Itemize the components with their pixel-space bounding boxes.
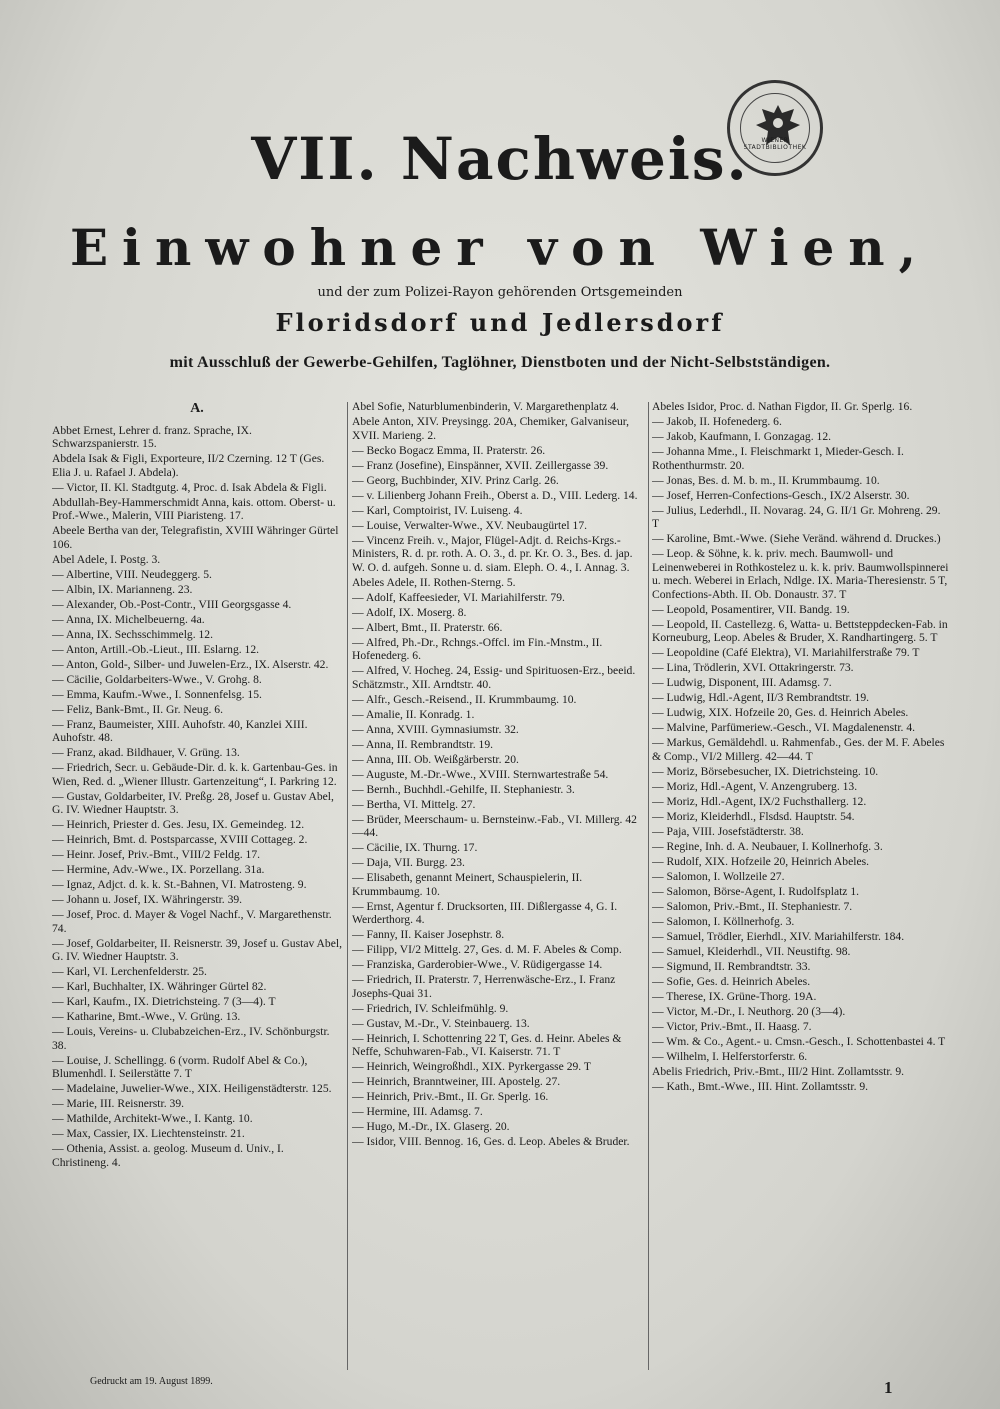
- directory-entry: — Ernst, Agentur f. Drucksorten, III. Dißlergasse 4, G. I. Werderthorg. 4.: [352, 899, 618, 926]
- column-3: [652, 400, 950, 1375]
- directory-entry: — Anna, IX. Michelbeuerng. 4a.: [52, 612, 205, 626]
- directory-entry: — Katharine, Bmt.-Wwe., V. Grüng. 13.: [52, 1010, 241, 1023]
- directory-entry: — Franziska, Garderobier-Wwe., V. Rüdigergasse 14.: [352, 958, 603, 971]
- directory-entry: — Adolf, Kaffeesieder, VI. Mariahilferstr. 79.: [352, 590, 565, 604]
- directory-entry: — Hermine, III. Adamsg. 7.: [352, 1105, 483, 1118]
- directory-entry: — Auguste, M.-Dr.-Wwe., XVIII. Sternwartestraße 54.: [352, 767, 609, 781]
- stamp-text: WIENER STADTBIBLIOTHEK: [743, 137, 807, 151]
- directory-entry: — Alfred, V. Hocheg. 24, Essig- und Spirituosen-Erz., beeid. Schätzmstr., XII. Arndtstr. 40.: [352, 664, 636, 691]
- directory-entry: — Jakob, Kaufmann, I. Gonzagag. 12.: [652, 430, 832, 443]
- directory-entry: — Lina, Trödlerin, XVI. Ottakringerstr. 73.: [652, 661, 854, 674]
- directory-entry: — Paja, VIII. Josefstädterstr. 38.: [652, 824, 804, 838]
- directory-entry: — Louis, Vereins- u. Clubabzeichen-Erz., IV. Schönburgstr. 38.: [52, 1025, 330, 1052]
- directory-entry: — Ludwig, Hdl.-Agent, II/3 Rembrandtstr. 19.: [652, 691, 870, 704]
- directory-entry: — Therese, IX. Grüne-Thorg. 19A.: [652, 989, 817, 1003]
- directory-entry: — Julius, Lederhdl., II. Novarag. 24, G. II/1 Gr. Mohreng. 29. T: [652, 503, 941, 530]
- directory-entry: — Anton, Artill.-Ob.-Lieut., III. Eslarng. 12.: [52, 642, 260, 656]
- directory-entry: Abele Anton, XIV. Preysingg. 20A, Chemiker, Galvaniseur, XVII. Marieng. 2.: [352, 415, 630, 442]
- directory-entry: — Karl, Kaufm., IX. Dietrichsteing. 7 (3—4). T: [52, 995, 276, 1008]
- column-divider: [347, 402, 348, 1370]
- column-2: [352, 400, 646, 1375]
- header-line-3: mit Ausschluß der Gewerbe-Gehilfen, Taglöhner, Dienstboten und der Nicht-Selbstständigen.: [169, 354, 831, 371]
- directory-entry: — Heinrich, Priv.-Bmt., II. Gr. Sperlg. 16.: [352, 1090, 549, 1103]
- directory-entry: — Jonas, Bes. d. M. b. m., II. Krummbaumg. 10.: [652, 473, 880, 487]
- page-number: 1: [884, 1378, 893, 1397]
- directory-entry: — Ludwig, Disponent, III. Adamsg. 7.: [652, 676, 832, 689]
- directory-entry: — Bernh., Buchhdl.-Gehilfe, II. Stephaniestr. 3.: [352, 782, 575, 796]
- directory-entry: — Markus, Gemäldehdl. u. Rahmenfab., Ges. der M. F. Abeles & Comp., VI/2 Millerg. 42—44. T: [652, 736, 945, 763]
- directory-entry: Abeles Adele, II. Rothen-Sterng. 5.: [352, 575, 516, 589]
- directory-entry: — Gustav, Goldarbeiter, IV. Preßg. 28, Josef u. Gustav Abel, G. IV. Wiedner Hauptstr. 3.: [52, 789, 334, 816]
- directory-entry: — v. Lilienberg Johann Freih., Oberst a. D., VIII. Lederg. 14.: [352, 488, 638, 502]
- directory-entry: — Albertine, VIII. Neudeggerg. 5.: [52, 567, 212, 581]
- directory-entry: — Karl, VI. Lerchenfelderstr. 25.: [52, 965, 207, 978]
- page-subtitle: Einwohner von Wien,: [69, 218, 931, 277]
- directory-entry: — Jakob, II. Hofenederg. 6.: [652, 415, 782, 428]
- directory-entry: Abeles Isidor, Proc. d. Nathan Figdor, II. Gr. Sperlg. 16.: [652, 400, 913, 413]
- directory-entry: — Salomon, I. Köllnerhofg. 3.: [652, 914, 795, 928]
- directory-entry: — Moriz, Börsebesucher, IX. Dietrichsteing. 10.: [652, 764, 879, 778]
- directory-entry: — Georg, Buchbinder, XIV. Prinz Carlg. 26.: [352, 473, 559, 487]
- directory-entry: — Albert, Bmt., II. Praterstr. 66.: [352, 620, 503, 634]
- entry-list: [352, 400, 646, 1149]
- directory-entry: — Louise, J. Schellingg. 6 (vorm. Rudolf Abel & Co.), Blumenhdl. I. Seilerstätte 7. T: [52, 1053, 308, 1080]
- directory-entry: — Albin, IX. Marianneng. 23.: [52, 582, 193, 596]
- directory-entry: — Heinrich, Priester d. Ges. Jesu, IX. Gemeindeg. 12.: [52, 818, 305, 831]
- directory-entry: — Salomon, Priv.-Bmt., II. Stephaniestr. 7.: [652, 899, 853, 913]
- directory-entry: — Leopold, Posamentirer, VII. Bandg. 19.: [652, 602, 850, 616]
- directory-entry: — Hermine, Adv.-Wwe., IX. Porzellang. 31a.: [52, 863, 265, 876]
- directory-entry: — Amalie, II. Konradg. 1.: [352, 707, 475, 721]
- directory-entry: — Leopold, II. Castellezg. 6, Watta- u. Bettsteppdecken-Fab. in Korneuburg, Leop. Abeles & Bruder, X. Randhartingerg. 5. T: [652, 617, 948, 644]
- directory-entry: Abel Adele, I. Postg. 3.: [52, 552, 161, 566]
- directory-entry: — Heinr. Josef, Priv.-Bmt., VIII/2 Feldg. 17.: [52, 848, 261, 861]
- directory-entry: — Salomon, Börse-Agent, I. Rudolfsplatz 1.: [652, 884, 860, 898]
- directory-entry: — Feliz, Bank-Bmt., II. Gr. Neug. 6.: [52, 702, 223, 716]
- directory-entry: — Cäcilie, IX. Thurng. 17.: [352, 841, 478, 854]
- entry-list: [52, 424, 342, 1170]
- directory-entry: — Heinrich, Bmt. d. Postsparcasse, XVIII Cottageg. 2.: [52, 833, 308, 846]
- directory-entry: — Moriz, Hdl.-Agent, IX/2 Fuchsthallerg. 12.: [652, 794, 867, 808]
- directory-entry: — Isidor, VIII. Bennog. 16, Ges. d. Leop. Abeles & Bruder.: [352, 1135, 630, 1148]
- directory-entry: — Sofie, Ges. d. Heinrich Abeles.: [652, 974, 811, 988]
- directory-entry: — Elisabeth, genannt Meinert, Schauspielerin, II. Krummbaumg. 10.: [352, 871, 583, 898]
- entry-list: [652, 400, 950, 1093]
- directory-entry: — Daja, VII. Burgg. 23.: [352, 856, 465, 869]
- directory-entry: Abeele Bertha van der, Telegrafistin, XVIII Währinger Gürtel 106.: [52, 524, 339, 551]
- directory-entry: — Othenia, Assist. a. geolog. Museum d. Univ., I. Christineng. 4.: [52, 1142, 284, 1169]
- directory-entry: — Franz, Baumeister, XIII. Auhofstr. 40, Kanzlei XIII. Auhofstr. 48.: [52, 717, 308, 744]
- directory-entry: — Filipp, VI/2 Mittelg. 27, Ges. d. M. F. Abeles & Comp.: [352, 943, 622, 956]
- directory-entry: Abdullah-Bey-Hammerschmidt Anna, kais. ottom. Oberst- u. Prof.-Wwe., Malerin, VIII Piaristeng. 17.: [52, 495, 336, 522]
- directory-entry: — Fanny, II. Kaiser Josephstr. 8.: [352, 928, 505, 941]
- print-date: Gedruckt am 19. August 1899.: [90, 1376, 213, 1387]
- directory-entry: — Victor, Priv.-Bmt., II. Haasg. 7.: [652, 1019, 812, 1033]
- directory-entry: Abdela Isak & Figli, Exporteure, II/2 Czerning. 12 T (Ges. Elia J. u. Rafael J. Abdela).: [52, 452, 325, 479]
- directory-entry: — Johanna Mme., I. Fleischmarkt 1, Mieder-Gesch. I. Rothenthurmstr. 20.: [652, 445, 904, 472]
- section-letter: A.: [190, 401, 204, 416]
- directory-entry: — Anna, II. Rembrandtstr. 19.: [352, 737, 494, 751]
- directory-entry: — Leopoldine (Café Elektra), VI. Mariahilferstraße 79. T: [652, 646, 920, 659]
- directory-entry: — Rudolf, XIX. Hofzeile 20, Heinrich Abeles.: [652, 854, 870, 868]
- directory-entry: — Bertha, VI. Mittelg. 27.: [352, 797, 476, 811]
- directory-entry: — Friedrich, II. Praterstr. 7, Herrenwäsche-Erz., I. Franz Josephs-Quai 31.: [352, 973, 616, 1000]
- directory-entry: — Heinrich, Weingroßhdl., XIX. Pyrkergasse 29. T: [352, 1060, 591, 1073]
- directory-entry: — Cäcilie, Goldarbeiters-Wwe., V. Grohg. 8.: [52, 672, 262, 686]
- directory-entry: — Anna, XVIII. Gymnasiumstr. 32.: [352, 722, 519, 736]
- directory-entry: — Victor, M.-Dr., I. Neuthorg. 20 (3—4).: [652, 1004, 846, 1018]
- directory-entry: — Karl, Comptoirist, IV. Luiseng. 4.: [352, 503, 523, 517]
- directory-entry: — Friedrich, Secr. u. Gebäude-Dir. d. k. k. Gartenbau-Ges. in Wien, Red. d. „Wiener Illustr. Gartenzeitung“, I. Parkring 12.: [52, 761, 338, 788]
- directory-entry: — Salomon, I. Wollzeile 27.: [652, 869, 785, 883]
- directory-entry: — Victor, II. Kl. Stadtgutg. 4, Proc. d. Isak Abdela & Figli.: [52, 480, 327, 494]
- directory-entry: — Samuel, Trödler, Eierhdl., XIV. Mariahilferstr. 184.: [652, 929, 905, 943]
- directory-entry: — Louise, Verwalter-Wwe., XV. Neubaugürtel 17.: [352, 518, 588, 532]
- directory-entry: — Regine, Inh. d. A. Neubauer, I. Kollnerhofg. 3.: [652, 839, 883, 853]
- column-1: [52, 400, 342, 1375]
- directory-entry: — Mathilde, Architekt-Wwe., I. Kantg. 10.: [52, 1112, 253, 1125]
- directory-entry: — Ignaz, Adjct. d. k. k. St.-Bahnen, VI. Matrosteng. 9.: [52, 878, 307, 891]
- directory-entry: — Samuel, Kleiderhdl., VII. Neustiftg. 98.: [652, 944, 851, 958]
- directory-entry: — Adolf, IX. Moserg. 8.: [352, 605, 467, 619]
- column-divider: [648, 402, 649, 1370]
- directory-entry: — Moriz, Hdl.-Agent, V. Anzengruberg. 13.: [652, 779, 858, 793]
- directory-entry: — Johann u. Josef, IX. Währingerstr. 39.: [52, 893, 243, 906]
- directory-entry: — Anna, III. Ob. Weißgärberstr. 20.: [352, 752, 519, 766]
- directory-entry: — Brüder, Meerschaum- u. Bernsteinw.-Fab., VI. Millerg. 42—44.: [352, 812, 637, 839]
- page-title: VII. Nachweis.: [251, 125, 749, 193]
- directory-entry: — Josef, Proc. d. Mayer & Vogel Nachf., V. Margarethenstr. 74.: [52, 908, 332, 935]
- directory-entry: — Karoline, Bmt.-Wwe. (Siehe Veränd. während d. Druckes.): [652, 532, 941, 545]
- directory-entry: — Josef, Goldarbeiter, II. Reisnerstr. 39, Josef u. Gustav Abel, G. IV. Wiedner Hauptstr. 3.: [52, 936, 342, 963]
- directory-entry: — Anna, IX. Sechsschimmelg. 12.: [52, 627, 214, 641]
- header-line-2: Floridsdorf und Jedlersdorf: [275, 308, 725, 337]
- directory-entry: — Franz, akad. Bildhauer, V. Grüng. 13.: [52, 746, 240, 759]
- directory-entry: — Becko Bogacz Emma, II. Praterstr. 26.: [352, 443, 546, 457]
- directory-entry: — Max, Cassier, IX. Liechtensteinstr. 21.: [52, 1127, 245, 1140]
- directory-entry: — Heinrich, Branntweiner, III. Apostelg. 27.: [352, 1075, 561, 1088]
- directory-entry: — Alexander, Ob.-Post-Contr., VIII Georgsgasse 4.: [52, 597, 292, 611]
- directory-entry: — Moriz, Kleiderhdl., Flsdsd. Hauptstr. 54.: [652, 809, 855, 823]
- directory-entry: — Anton, Gold-, Silber- und Juwelen-Erz., IX. Alserstr. 42.: [52, 657, 329, 671]
- directory-entry: Abel Sofie, Naturblumenbinderin, V. Margarethenplatz 4.: [352, 400, 619, 413]
- directory-entry: — Marie, III. Reisnerstr. 39.: [52, 1097, 185, 1110]
- directory-entry: — Franz (Josefine), Einspänner, XVII. Zeillergasse 39.: [352, 458, 609, 472]
- directory-entry: — Ludwig, XIX. Hofzeile 20, Ges. d. Heinrich Abeles.: [652, 706, 909, 719]
- directory-entry: — Gustav, M.-Dr., V. Steinbauerg. 13.: [352, 1016, 530, 1030]
- directory-entry: Abbet Ernest, Lehrer d. franz. Sprache, IX. Schwarzspanierstr. 15.: [52, 423, 252, 450]
- directory-entry: — Vincenz Freih. v., Major, Flügel-Adjt. d. Reichs-Krgs.-Ministers, R. d. pr. roth. A. O. 3., d. pr. Kr. O. 3., Bes. d. jap. W. O. d. aufgeh. Sonne u. d. siam. Eleph. O. 4., I. Annag. 3.: [352, 533, 633, 574]
- directory-entry: — Wilhelm, I. Helferstorferstr. 6.: [652, 1049, 808, 1063]
- directory-entry: Abelis Friedrich, Priv.-Bmt., III/2 Hint. Zollamtsstr. 9.: [652, 1064, 905, 1078]
- directory-entry: — Friedrich, IV. Schleifmühlg. 9.: [352, 1001, 509, 1015]
- directory-entry: — Hugo, M.-Dr., IX. Glaserg. 20.: [352, 1120, 510, 1133]
- directory-entry: — Madelaine, Juwelier-Wwe., XIX. Heiligenstädterstr. 125.: [52, 1082, 332, 1095]
- directory-entry: — Josef, Herren-Confections-Gesch., IX/2 Alserstr. 30.: [652, 488, 910, 502]
- directory-entry: — Emma, Kaufm.-Wwe., I. Sonnenfelsg. 15.: [52, 687, 262, 701]
- directory-entry: — Sigmund, II. Rembrandtstr. 33.: [652, 959, 811, 973]
- directory-entry: — Heinrich, I. Schottenring 22 T, Ges. d. Heinr. Abeles & Neffe, Schuhwaren-Fab., VI. Kaiserstr. 71. T: [352, 1031, 622, 1058]
- directory-entry: — Kath., Bmt.-Wwe., III. Hint. Zollamtsstr. 9.: [652, 1079, 869, 1093]
- header-line-1: und der zum Polizei-Rayon gehörenden Ortsgemeinden: [317, 285, 683, 300]
- directory-entry: — Leop. & Söhne, k. k. priv. mech. Baumwoll- und Leinenweberei in Rothkostelez u. k. k. priv. Baumwollspinnerei u. mech. Weberei in Erlach, Ndlge. IX. Maria-Theresienstr. 5 T, Confections-Abth. II. Ob. Donaustr. 37. T: [652, 547, 949, 601]
- directory-entry: — Alfred, Ph.-Dr., Rchngs.-Offcl. im Fin.-Mnstm., II. Hofenederg. 6.: [352, 635, 603, 662]
- directory-entry: — Malvine, Parfümeriew.-Gesch., VI. Magdalenenstr. 4.: [652, 721, 916, 734]
- directory-entry: — Wm. & Co., Agent.- u. Cmsn.-Gesch., I. Schottenbastei 4. T: [652, 1034, 946, 1048]
- directory-entry: — Karl, Buchhalter, IX. Währinger Gürtel 82.: [52, 980, 267, 993]
- directory-entry: — Alfr., Gesch.-Reisend., II. Krummbaumg. 10.: [352, 692, 577, 706]
